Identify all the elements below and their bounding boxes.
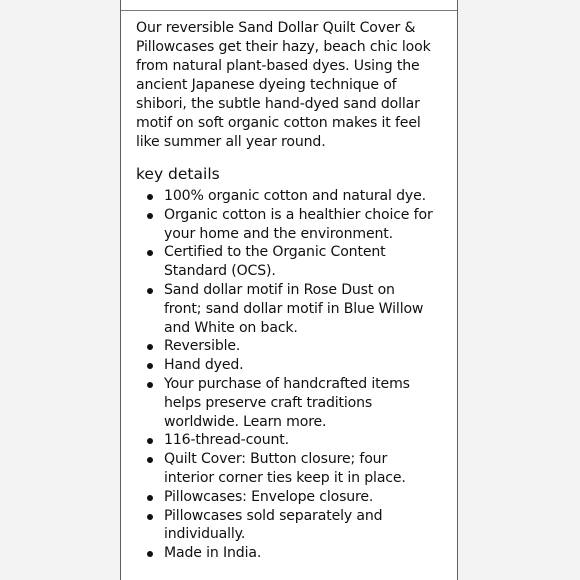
key-detail-text: 116-thread-count. bbox=[164, 432, 289, 449]
key-details-list bbox=[136, 187, 436, 563]
bullet-icon bbox=[147, 288, 153, 294]
key-detail-item-4 bbox=[136, 281, 436, 337]
key-detail-text: 100% organic cotton and natural dye. bbox=[164, 188, 426, 204]
key-detail-item-10 bbox=[136, 488, 436, 507]
product-details-card bbox=[120, 0, 458, 580]
key-details-heading: key details bbox=[136, 165, 220, 183]
key-detail-text: Reversible. bbox=[164, 338, 241, 355]
key-detail-item-2 bbox=[136, 206, 436, 244]
bullet-icon bbox=[147, 382, 153, 388]
key-detail-item-6 bbox=[136, 356, 436, 375]
bullet-icon bbox=[147, 438, 153, 444]
bullet-icon bbox=[147, 344, 153, 350]
key-detail-text: Made in India. bbox=[164, 545, 262, 562]
key-detail-text: Sand dollar motif in Rose Dust on front; sand dollar motif in Blue Willow and White on back. bbox=[164, 281, 424, 336]
key-detail-text: Your purchase of handcrafted items helps preserve craft traditions worldwide. Learn more. bbox=[164, 375, 410, 430]
bullet-icon bbox=[147, 457, 153, 463]
key-detail-item-1 bbox=[136, 187, 436, 206]
key-detail-text: Quilt Cover: Button closure; four interior corner ties keep it in place. bbox=[164, 451, 406, 486]
bullet-icon bbox=[147, 514, 153, 520]
key-detail-text: Pillowcases: Envelope closure. bbox=[164, 488, 374, 505]
key-detail-item-3 bbox=[136, 243, 436, 281]
key-detail-text: Hand dyed. bbox=[164, 357, 244, 374]
key-detail-item-7 bbox=[136, 375, 436, 431]
key-detail-item-9 bbox=[136, 450, 436, 488]
bullet-icon bbox=[147, 213, 153, 219]
key-detail-text: Pillowcases sold separately and individually. bbox=[164, 507, 383, 543]
card-divider bbox=[121, 10, 457, 11]
key-detail-text: Certified to the Organic Content Standard (OCS). bbox=[164, 244, 386, 280]
bullet-icon bbox=[147, 495, 153, 501]
bullet-icon bbox=[147, 551, 153, 557]
product-details-content bbox=[136, 19, 436, 563]
key-detail-item-5 bbox=[136, 337, 436, 356]
key-detail-item-8 bbox=[136, 431, 436, 450]
key-detail-item-12 bbox=[136, 544, 436, 563]
key-detail-text: Organic cotton is a healthier choice for your home and the environment. bbox=[164, 206, 433, 242]
product-description: Our reversible Sand Dollar Quilt Cover & Pillowcases get their hazy, beach chic look from natural plant-based dyes. Using the ancient Japanese dyeing technique of shibori, the subtle hand-dyed sand dollar motif on soft organic cotton makes it feel like summer all year round. bbox=[136, 20, 431, 150]
bullet-icon bbox=[147, 194, 153, 200]
bullet-icon bbox=[147, 250, 153, 256]
key-detail-item-11 bbox=[136, 507, 436, 545]
bullet-icon bbox=[147, 363, 153, 369]
